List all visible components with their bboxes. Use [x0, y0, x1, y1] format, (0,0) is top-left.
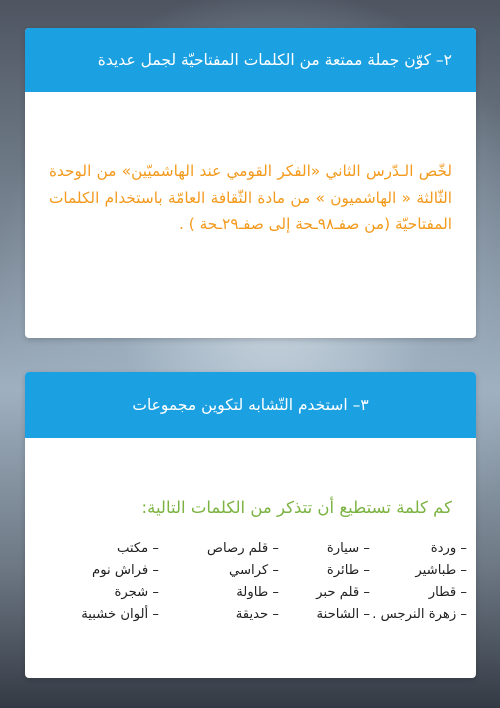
- word-column: [316, 538, 370, 626]
- card-header: [25, 372, 476, 438]
- word-item: – طباشير: [415, 563, 467, 578]
- word-item: – شجرة: [114, 585, 159, 600]
- summary-card: [25, 28, 476, 338]
- word-item: – طاولة: [236, 585, 279, 600]
- word-item: – حديقة: [235, 607, 279, 622]
- word-item: – سيارة: [326, 541, 370, 556]
- word-item: – قطار: [428, 585, 467, 600]
- word-column: [372, 538, 467, 626]
- word-item: – فراش نوم: [92, 563, 159, 578]
- word-item: – قلم رصاص: [207, 541, 279, 556]
- memory-question: كم كلمة تستطيع أن تتذكر من الكلمات التالية:: [141, 498, 452, 517]
- summary-instructions: لخّص الـدّرس الثاني «الفكر القومي عند الهاشميّين» من الوحدة الثّالثة « الهاشميون » من مادة الثّقافة العامّة باستخدام الكلمات المفتاحيّة (من صفـ٩٨ـحة إلى صفـ٢٩ـحة ) .: [49, 162, 452, 233]
- word-item: – طائرة: [326, 563, 370, 578]
- word-item: – قلم حبر: [316, 585, 370, 600]
- word-item: – وردة: [430, 541, 467, 556]
- word-item: – زهرة النرجس .: [372, 607, 467, 622]
- word-list: [25, 538, 476, 628]
- word-item: – ألوان خشبية: [81, 607, 159, 622]
- card-header-title: ٢– كوّن جملة ممتعة من الكلمات المفتاحيّة لجمل عديدة: [97, 51, 452, 69]
- word-item: – مكتب: [116, 541, 159, 556]
- card-header: [25, 28, 476, 92]
- grouping-card: [25, 372, 476, 678]
- word-item: – كراسي: [228, 563, 279, 578]
- word-column: [207, 538, 279, 626]
- word-item: – الشاحنة: [316, 607, 370, 622]
- word-column: [81, 538, 159, 626]
- card-header-title: ٣– استخدم التّشابه لتكوين مجموعات: [132, 396, 369, 414]
